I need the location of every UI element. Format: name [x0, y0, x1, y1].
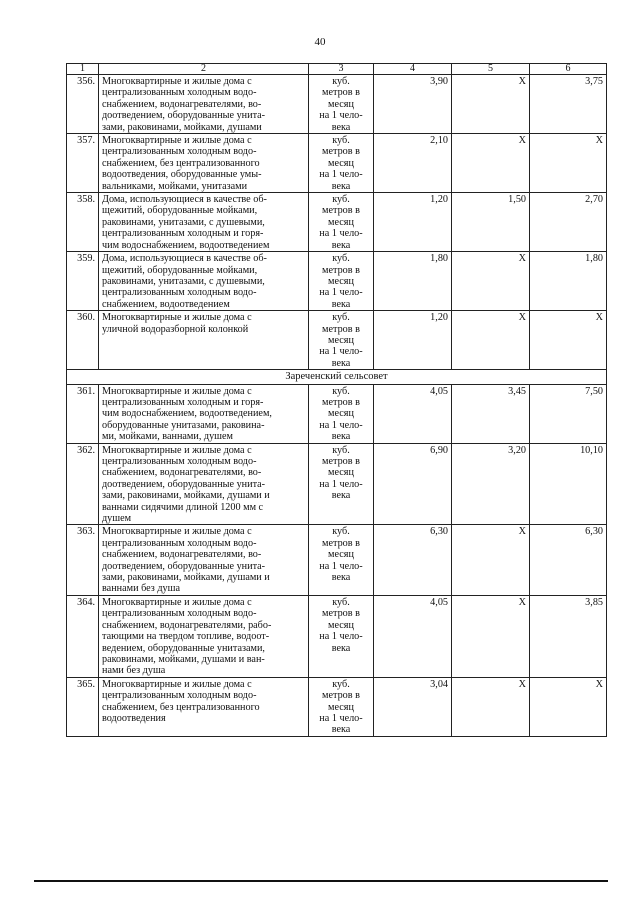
unit-line: на 1 чело- [319, 169, 363, 181]
row-description [99, 525, 309, 595]
unit-line: метров в [322, 87, 360, 99]
description-line: доотведением, оборудованные унита- [102, 478, 266, 490]
row-number: 359. [67, 252, 99, 311]
description-line: вальниками, мойками, унитазами [102, 180, 248, 192]
value-col6: Х [530, 677, 607, 736]
unit-line: метров в [322, 146, 360, 158]
value-col4: 6,30 [374, 525, 452, 595]
row-description [99, 443, 309, 525]
unit-line: куб. [332, 526, 350, 538]
row-number: 360. [67, 311, 99, 370]
table-row [67, 134, 607, 193]
description-line: централизованным холодным водо- [102, 456, 257, 467]
row-description [99, 384, 309, 443]
row-description [99, 75, 309, 134]
value-col6: Х [530, 134, 607, 193]
description-line: Многоквартирные и жилые дома с [102, 385, 252, 397]
description-line: зами, раковинами, мойками, душами и [102, 572, 270, 584]
description-line: Многоквартирные и жилые дома с [102, 678, 252, 690]
description-line: Многоквартирные и жилые дома с [102, 76, 252, 87]
unit-line: куб. [332, 596, 350, 608]
value-col5: Х [452, 677, 530, 736]
unit-line: на 1 чело- [319, 631, 363, 643]
value-col5: Х [452, 75, 530, 134]
unit-line: куб. [332, 76, 350, 87]
description-line: доотведением, оборудованные унита- [102, 560, 266, 572]
unit-line: на 1 чело- [319, 560, 363, 572]
description-line: ваннами без душа [102, 583, 180, 595]
description-line: снабжением, водоотведением [102, 298, 230, 310]
value-col6: 3,75 [530, 75, 607, 134]
description-line: централизованным холодным водо- [102, 287, 257, 299]
description-line: централизованным холодным и горя- [102, 228, 264, 240]
description-line: оборудованные унитазами, раковина- [102, 419, 265, 431]
bottom-rule [34, 880, 608, 882]
unit-line: века [331, 642, 351, 654]
row-unit [309, 525, 374, 595]
description-line: снабжением, водонагревателями, во- [102, 549, 262, 561]
description-line: раковинами, унитазами, с душевыми, [102, 275, 265, 287]
unit-line: куб. [332, 678, 350, 690]
description-line: Дома, использующиеся в качестве об- [102, 194, 267, 206]
unit-line: месяц [328, 467, 354, 479]
page-number: 40 [314, 36, 326, 48]
unit-line: века [331, 572, 351, 584]
unit-line: месяц [328, 216, 354, 228]
unit-line: метров в [322, 264, 360, 276]
value-col5: Х [452, 525, 530, 595]
header-cell: 1 [67, 64, 99, 75]
value-col6: 3,85 [530, 595, 607, 677]
row-unit [309, 384, 374, 443]
unit-line: века [331, 298, 351, 310]
description-line: Многоквартирные и жилые дома с [102, 135, 252, 147]
unit-line: месяц [328, 408, 354, 420]
unit-line: куб. [332, 194, 350, 206]
description-line: душем [102, 513, 132, 525]
row-description [99, 311, 309, 370]
description-line: ведением, оборудованные унитазами, [102, 642, 265, 654]
section-title: Зареченский сельсовет [67, 370, 607, 384]
unit-line: века [331, 121, 351, 133]
description-line: щежитий, оборудованные мойками, [102, 205, 258, 217]
unit-line: на 1 чело- [319, 287, 363, 299]
value-col4: 1,80 [374, 252, 452, 311]
unit-line: метров в [322, 205, 360, 217]
description-line: щежитий, оборудованные мойками, [102, 264, 258, 276]
description-line: снабжением, водонагревателями, во- [102, 467, 262, 479]
header-cell: 2 [99, 64, 309, 75]
description-line: уличной водоразборной колонкой [102, 323, 249, 335]
row-number: 357. [67, 134, 99, 193]
value-col6: 10,10 [530, 443, 607, 525]
unit-line: на 1 чело- [319, 712, 363, 724]
header-cell: 4 [374, 64, 452, 75]
row-number: 365. [67, 677, 99, 736]
value-col4: 2,10 [374, 134, 452, 193]
value-col6: 6,30 [530, 525, 607, 595]
unit-line: на 1 чело- [319, 478, 363, 490]
description-line: чим водоснабжением, водоотведением, [102, 408, 272, 420]
table-header-row [67, 64, 607, 75]
value-col5: 3,45 [452, 384, 530, 443]
unit-line: на 1 чело- [319, 346, 363, 358]
row-description [99, 134, 309, 193]
unit-line: месяц [328, 549, 354, 561]
value-col6: 7,50 [530, 384, 607, 443]
description-line: снабжением, водонагревателями, рабо- [102, 619, 272, 631]
row-unit [309, 75, 374, 134]
tariff-table [66, 63, 607, 737]
unit-line: месяц [328, 334, 354, 346]
table-row [67, 595, 607, 677]
unit-line: века [331, 431, 351, 443]
description-line: ваннами сидячими длиной 1200 мм с [102, 501, 264, 513]
description-line: централизованным холодным и горя- [102, 396, 264, 408]
description-line: нами без душа [102, 665, 166, 677]
unit-line: месяц [328, 98, 354, 110]
description-line: снабжением, без централизованного [102, 157, 260, 169]
header-cell: 5 [452, 64, 530, 75]
row-unit [309, 443, 374, 525]
row-number: 363. [67, 525, 99, 595]
row-unit [309, 134, 374, 193]
row-description [99, 677, 309, 736]
description-line: раковинами, мойками, душами и ван- [102, 653, 265, 665]
unit-line: на 1 чело- [319, 228, 363, 240]
table-row [67, 311, 607, 370]
row-unit [309, 677, 374, 736]
description-line: раковинами, унитазами, с душевыми, [102, 216, 265, 228]
unit-line: века [331, 490, 351, 502]
description-line: чим водоснабжением, водоотведением [102, 239, 270, 251]
value-col5: Х [452, 134, 530, 193]
unit-line: века [331, 357, 351, 369]
description-line: тающими на твердом топливе, водоот- [102, 631, 270, 643]
description-line: централизованным холодным водо- [102, 537, 257, 549]
unit-line: метров в [322, 396, 360, 408]
unit-line: месяц [328, 157, 354, 169]
value-col5: Х [452, 595, 530, 677]
unit-line: куб. [332, 312, 350, 324]
unit-line: куб. [332, 135, 350, 147]
row-unit [309, 311, 374, 370]
description-line: Многоквартирные и жилые дома с [102, 526, 252, 538]
table-row [67, 75, 607, 134]
unit-line: месяц [328, 619, 354, 631]
header-cell: 3 [309, 64, 374, 75]
header-cell: 6 [530, 64, 607, 75]
table-row [67, 252, 607, 311]
description-line: Многоквартирные и жилые дома с [102, 444, 252, 456]
row-unit [309, 595, 374, 677]
unit-line: куб. [332, 253, 350, 265]
description-line: снабжением, без централизованного [102, 701, 260, 713]
description-line: централизованным холодным водо- [102, 87, 257, 99]
value-col4: 4,05 [374, 384, 452, 443]
row-description [99, 193, 309, 252]
unit-line: метров в [322, 690, 360, 702]
value-col5: Х [452, 252, 530, 311]
table-row [67, 384, 607, 443]
unit-line: метров в [322, 323, 360, 335]
value-col4: 3,04 [374, 677, 452, 736]
unit-line: века [331, 724, 351, 736]
value-col5: 1,50 [452, 193, 530, 252]
row-unit [309, 252, 374, 311]
value-col4: 4,05 [374, 595, 452, 677]
description-line: Многоквартирные и жилые дома с [102, 312, 252, 324]
value-col4: 3,90 [374, 75, 452, 134]
row-number: 361. [67, 384, 99, 443]
value-col5: 3,20 [452, 443, 530, 525]
value-col6: Х [530, 311, 607, 370]
row-description [99, 252, 309, 311]
unit-line: куб. [332, 444, 350, 456]
description-line: снабжением, водонагревателями, во- [102, 98, 262, 110]
unit-line: метров в [322, 608, 360, 620]
description-line: централизованным холодным водо- [102, 690, 257, 702]
description-line: водоотведения, оборудованные умы- [102, 169, 262, 181]
unit-line: века [331, 180, 351, 192]
table-row [67, 193, 607, 252]
description-line: Многоквартирные и жилые дома с [102, 596, 252, 608]
description-line: Дома, использующиеся в качестве об- [102, 253, 267, 265]
description-line: водоотведения [102, 712, 166, 724]
unit-line: метров в [322, 456, 360, 467]
table-row [67, 525, 607, 595]
unit-line: месяц [328, 275, 354, 287]
unit-line: месяц [328, 701, 354, 713]
table-row [67, 443, 607, 525]
unit-line: на 1 чело- [319, 419, 363, 431]
row-number: 362. [67, 443, 99, 525]
unit-line: куб. [332, 385, 350, 397]
row-unit [309, 193, 374, 252]
row-number: 358. [67, 193, 99, 252]
value-col5: Х [452, 311, 530, 370]
description-line: ми, мойками, ваннами, душем [102, 431, 233, 443]
value-col4: 1,20 [374, 193, 452, 252]
unit-line: века [331, 239, 351, 251]
table-row [67, 677, 607, 736]
value-col4: 6,90 [374, 443, 452, 525]
description-line: зами, раковинами, мойками, душами [102, 121, 262, 133]
description-line: доотведением, оборудованные унита- [102, 110, 266, 122]
value-col4: 1,20 [374, 311, 452, 370]
row-description [99, 595, 309, 677]
value-col6: 2,70 [530, 193, 607, 252]
row-number: 356. [67, 75, 99, 134]
row-number: 364. [67, 595, 99, 677]
description-line: централизованным холодным водо- [102, 608, 257, 620]
value-col6: 1,80 [530, 252, 607, 311]
unit-line: на 1 чело- [319, 110, 363, 122]
section-row [67, 370, 607, 384]
description-line: централизованным холодным водо- [102, 146, 257, 158]
description-line: зами, раковинами, мойками, душами и [102, 490, 270, 502]
unit-line: метров в [322, 537, 360, 549]
